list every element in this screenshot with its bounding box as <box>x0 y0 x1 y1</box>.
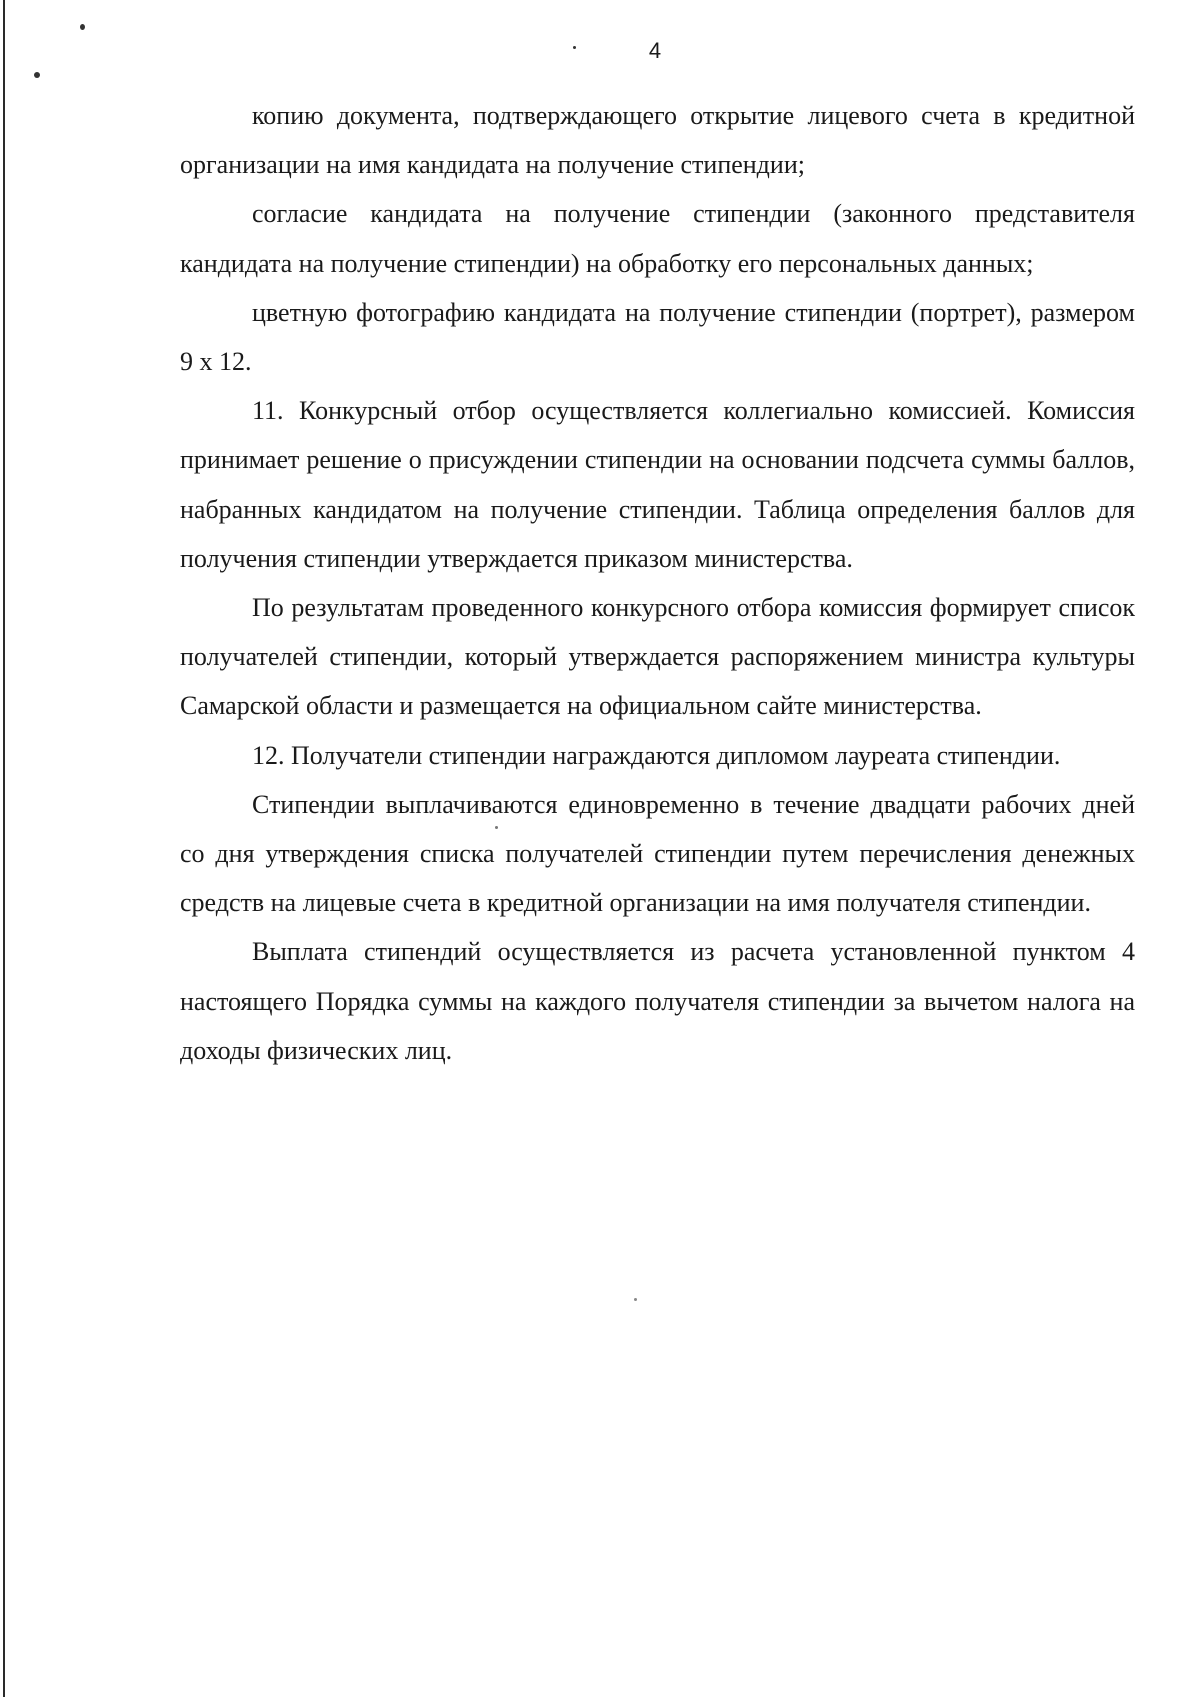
scan-speck <box>573 46 576 49</box>
paragraph-diploma: 12. Получатели стипендии награждаются дипломом лауреата стипендии. <box>252 740 1061 770</box>
document-body <box>180 91 1135 1075</box>
paragraph-payment-calculation: Выплата стипендий осуществляется из расчета установленной пунктом 4 настоящего Порядка суммы на каждого получателя стипендии за вычетом налога на доходы физических лиц. <box>180 937 1135 1065</box>
paragraph-account-copy: копию документа, подтверждающего открытие лицевого счета в кредитной организации на имя кандидата на получение стипендии; <box>180 101 1135 180</box>
paragraph-consent: согласие кандидата на получение стипендии (законного представителя кандидата на получение стипендии) на обработку его персональных данных; <box>180 199 1135 278</box>
scan-speck <box>80 24 85 30</box>
paragraph-recipients-list: По результатам проведенного конкурсного отбора комиссия формирует список получателей стипендии, который утверждается распоряжением министра культуры Самарской области и размещается на официальном сайте министерства. <box>180 593 1135 721</box>
page-number: 4 <box>648 38 662 63</box>
paragraph-payment-terms: Стипендии выплачиваются единовременно в течение двадцати рабочих дней со дня утверждения списка получателей стипендии путем перечисления денежных средств на лицевые счета в кредитной организации на имя получателя стипендии. <box>180 789 1135 918</box>
scan-speck <box>34 72 40 78</box>
paragraph-competitive-selection: 11. Конкурсный отбор осуществляется коллегиально комиссией. Комиссия принимает решение о присуждении стипендии на основании подсчета суммы баллов, набранных кандидатом на получение стипендии. Таблица определения баллов для получения стипендии утверждается приказом министерства. <box>180 396 1135 573</box>
scan-edge-line <box>3 0 5 1697</box>
scan-speck <box>634 1298 637 1301</box>
paragraph-photo: цветную фотографию кандидата на получение стипендии (портрет), размером 9 х 12. <box>180 297 1135 377</box>
